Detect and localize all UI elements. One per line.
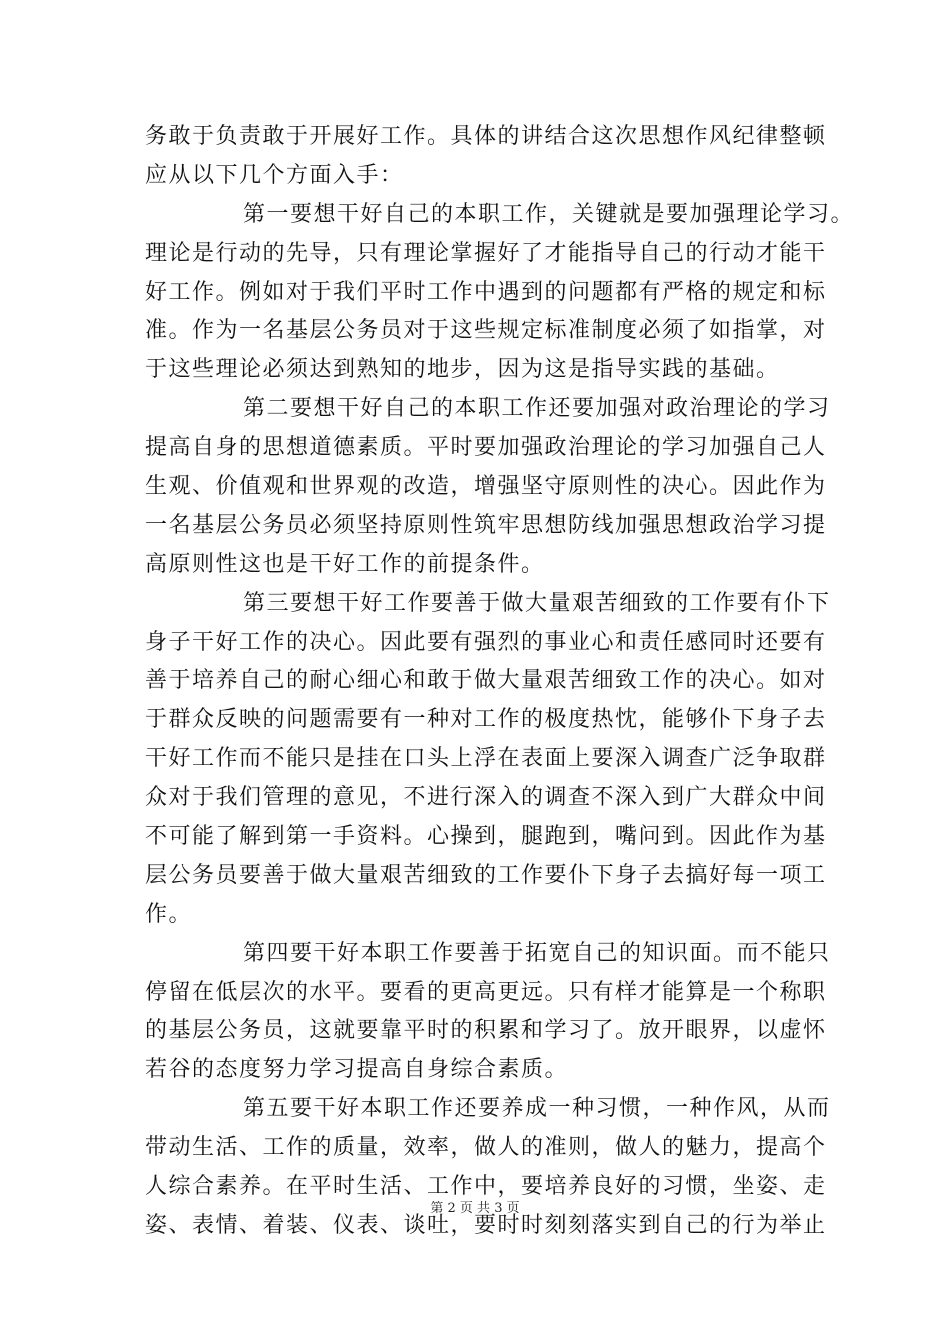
text-line: 姿、表情、着装、仪表、谈吐，要时时刻刻落实到自己的行为举止	[145, 1212, 827, 1238]
page-number-footer: 第 2 页 共 3 页	[430, 1201, 520, 1216]
paragraph-4-first-line: 第四要干好本职工作要善于拓宽自己的知识面。而不能只	[243, 940, 831, 966]
text-line: 作。	[145, 901, 193, 927]
text-line: 带动生活、工作的质量，效率，做人的准则，做人的魅力，提高个	[145, 1135, 827, 1161]
text-line: 于这些理论必须达到熟知的地步，因为这是指导实践的基础。	[145, 357, 780, 383]
text-line: 一名基层公务员必须坚持原则性筑牢思想防线加强思想政治学习提	[145, 512, 827, 538]
document-body	[145, 118, 855, 1246]
text-line: 理论是行动的先导，只有理论掌握好了才能指导自己的行动才能干	[145, 240, 827, 266]
text-line: 善于培养自己的耐心细心和敢于做大量艰苦细致工作的决心。如对	[145, 668, 827, 694]
text-line: 应从以下几个方面入手：	[145, 162, 404, 188]
paragraph-5-first-line: 第五要干好本职工作还要养成一种习惯，一种作风，从而	[243, 1096, 831, 1122]
paragraph-3-first-line: 第三要想干好工作要善于做大量艰苦细致的工作要有仆下	[243, 590, 831, 616]
text-line: 身子干好工作的决心。因此要有强烈的事业心和责任感同时还要有	[145, 629, 827, 655]
text-line: 的基层公务员，这就要靠平时的积累和学习了。放开眼界，以虚怀	[145, 1018, 827, 1044]
paragraph-2-first-line: 第二要想干好自己的本职工作还要加强对政治理论的学习	[243, 396, 831, 422]
text-line: 提高自身的思想道德素质。平时要加强政治理论的学习加强自己人	[145, 435, 827, 461]
text-line: 干好工作而不能只是挂在口头上浮在表面上要深入调查广泛争取群	[145, 746, 827, 772]
text-line: 众对于我们管理的意见，不进行深入的调查不深入到广大群众中间	[145, 785, 827, 811]
text-line: 停留在低层次的水平。要看的更高更远。只有样才能算是一个称职	[145, 979, 827, 1005]
text-line: 准。作为一名基层公务员对于这些规定标准制度必须了如指掌，对	[145, 318, 827, 344]
text-line: 生观、价值观和世界观的改造，增强坚守原则性的决心。因此作为	[145, 474, 827, 500]
text-line: 层公务员要善于做大量艰苦细致的工作要仆下身子去搞好每一项工	[145, 862, 827, 888]
text-line: 高原则性这也是干好工作的前提条件。	[145, 551, 545, 577]
text-line: 务敢于负责敢于开展好工作。具体的讲结合这次思想作风纪律整顿	[145, 124, 827, 149]
text-line: 不可能了解到第一手资料。心操到，腿跑到，嘴问到。因此作为基	[145, 824, 827, 850]
text-line: 好工作。例如对于我们平时工作中遇到的问题都有严格的规定和标	[145, 279, 827, 305]
text-line: 若谷的态度努力学习提高自身综合素质。	[145, 1057, 569, 1083]
text-line: 人综合素养。在平时生活、工作中，要培养良好的习惯，坐姿、走	[145, 1174, 827, 1200]
paragraph-1-first-line: 第一要想干好自己的本职工作，关键就是要加强理论学习。	[243, 201, 855, 227]
text-line: 于群众反映的问题需要有一种对工作的极度热忱，能够仆下身子去	[145, 707, 827, 733]
